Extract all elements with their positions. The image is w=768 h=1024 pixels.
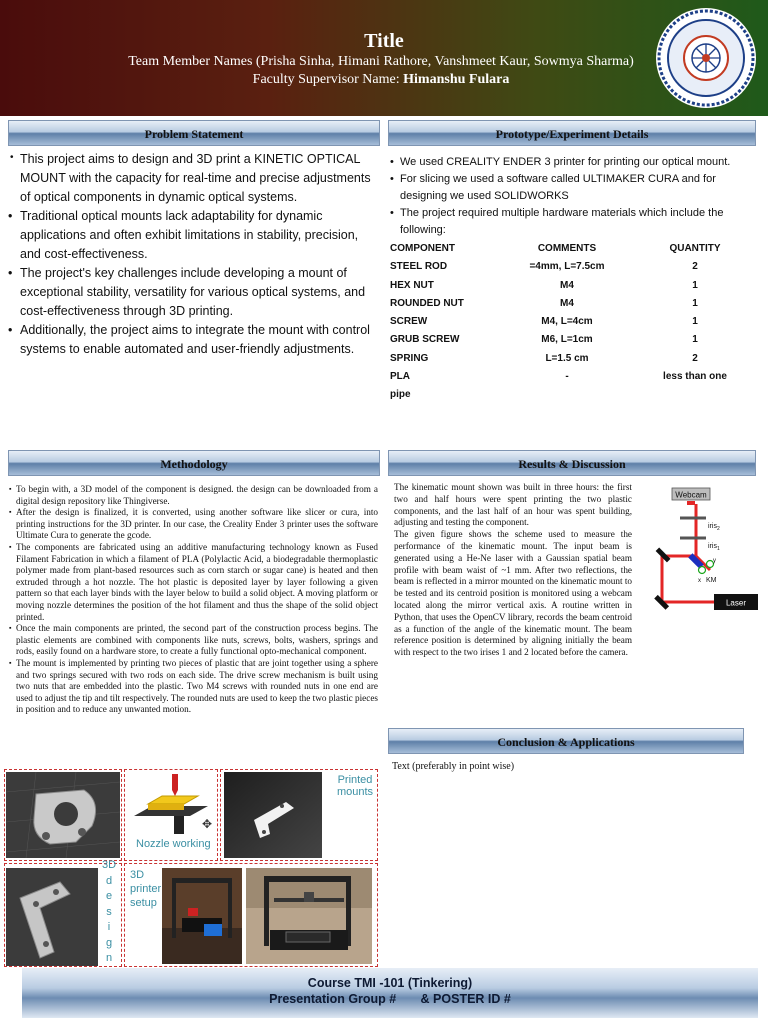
methodology-paragraph: ▪ To begin with, a 3D model of the component is designed. the design can be downloaded from a digital design repository like Thingiverse. xyxy=(10,484,378,507)
conclusion-text: Text (preferably in point wise) xyxy=(392,761,515,772)
institute-seal-logo xyxy=(654,6,758,110)
caption-line: 3D xyxy=(130,869,145,881)
problem-statement-heading: Problem Statement xyxy=(8,120,380,146)
list-item: • The project required multiple hardware materials which include the following: xyxy=(390,205,758,239)
group-poster-id: Presentation Group # & POSTER ID # xyxy=(269,992,511,1006)
table-cell: M6, L=1cm xyxy=(541,334,593,346)
methodology-paragraph: ▪ The mount is implemented by printing two pieces of plastic that are joint together using a sphere and two springs secured with two rods on each side. The drive screw mechanism is built using two nuts that are embedded into the plastic. Two M4 screws with rounded nuts in one end are used to adjust the tip and tilt respectively. The rounded nuts are used to keep the two plastic pieces in position and to reduce any unwanted motion. xyxy=(10,658,378,716)
table-cell: L=1.5 cm xyxy=(545,352,589,364)
list-item: • The project's key challenges include developing a mount of exceptional stability, versatility for various optical systems, and cost-effectiveness through 3D printing. xyxy=(8,264,380,321)
axis-x-label: x xyxy=(698,578,701,584)
list-item: • Traditional optical mounts lack adaptability for dynamic applications and often exhibit limitations in stability, precision, and cost-effectiveness. xyxy=(8,207,380,264)
table-row xyxy=(390,334,764,352)
table-cell: GRUB SCREW xyxy=(390,334,460,346)
caption-line: printer xyxy=(130,883,162,895)
table-cell: M4 xyxy=(560,279,574,291)
table-cell: =4mm, L=7.5cm xyxy=(529,261,605,273)
list-item: • Additionally, the project aims to integrate the mount with control systems to enable automated and user-friendly adjustments. xyxy=(8,321,380,359)
table-cell: less than one xyxy=(663,371,727,383)
table-row xyxy=(390,298,764,316)
printer-setup-caption xyxy=(130,868,161,910)
table-header-row xyxy=(390,243,764,261)
table-cell: pipe xyxy=(390,389,411,401)
svg-text:✥: ✥ xyxy=(202,817,213,831)
km-label: KM xyxy=(706,577,717,584)
printer-photo-1 xyxy=(162,868,242,964)
table-row xyxy=(390,316,764,334)
prototype-list xyxy=(390,154,758,239)
poster-footer xyxy=(22,968,758,1018)
column-header: COMPONENT xyxy=(390,243,455,254)
printed-mounts-photo xyxy=(224,772,322,858)
table-cell: M4 xyxy=(560,297,574,309)
table-cell: 2 xyxy=(692,261,698,273)
prototype-heading: Prototype/Experiment Details xyxy=(388,120,756,146)
faculty-supervisor xyxy=(0,72,762,88)
design-caption xyxy=(101,858,117,967)
problem-statement-list xyxy=(8,150,380,359)
team-members: Team Member Names (Prisha Sinha, Himani Rathore, Vanshmeet Kaur, Sowmya Sharma) xyxy=(128,54,634,69)
table-cell: PLA xyxy=(390,371,410,383)
methodology-paragraph: ▪ Once the main components are printed, the second part of the construction process begins. The plastic elements are combined with components like nuts, screws, bolts, washers, springs and rods, easily found on a hardware store, to create a fully functional opto-mechanical component. xyxy=(10,623,378,658)
results-paragraph: The given figure shows the scheme used to measure the performance of the kinematic mount. The input beam is generated using a He-Ne laser with a Gaussian spatial beam profile with beam waist of ~1 mm. After two reflections, the beam is reflected in a mirror mounted on the kinematic mount to be tested and its centroid position is monitored using a webcam located along the mirror vertical axis. A routine written in Python, that uses the OpenCV library, records the beam centroid as a function of the angle of the kinematic mount. The beam reference position is determined by aligning initially the beam with respect to the two irises 1 and 2 located before the camera. xyxy=(394,529,632,658)
caption-line: mounts xyxy=(336,786,374,798)
caption-letter: e xyxy=(105,890,113,902)
nozzle-diagram-image xyxy=(128,772,214,838)
table-cell: STEEL ROD xyxy=(390,261,448,273)
caption-letter: n xyxy=(105,952,113,964)
printed-mounts-caption xyxy=(336,774,374,798)
methodology-text xyxy=(10,484,378,716)
poster-title: Title xyxy=(364,30,404,52)
table-cell: 1 xyxy=(692,279,698,291)
results-text xyxy=(394,482,632,659)
table-cell: 1 xyxy=(692,334,698,346)
experiment-setup-diagram xyxy=(640,482,764,638)
table-cell: 1 xyxy=(692,297,698,309)
list-item: • For slicing we used a software called ULTIMAKER CURA and for designing we used SOLIDWORKS xyxy=(390,171,758,205)
components-table xyxy=(390,243,764,408)
table-row xyxy=(390,353,764,371)
column-header: COMMENTS xyxy=(537,243,597,254)
table-cell: M4, L=4cm xyxy=(541,316,593,328)
table-cell: ROUNDED NUT xyxy=(390,297,464,309)
laser-label: Laser xyxy=(725,598,747,608)
caption-letter: 3D xyxy=(101,859,117,871)
webcam-label: Webcam xyxy=(675,490,707,500)
table-row xyxy=(390,389,764,407)
faculty-name: Himanshu Fulara xyxy=(403,72,510,87)
table-cell: 1 xyxy=(692,316,698,328)
results-paragraph: The kinematic mount shown was built in three hours: the first two and half hours were spent printing the two plastic components, and the last half of an hour was spent building, adjusting and testing the component. xyxy=(394,482,632,528)
caption-letter: d xyxy=(105,874,113,887)
table-row xyxy=(390,371,764,389)
caption-line: setup xyxy=(130,897,157,909)
methodology-heading: Methodology xyxy=(8,450,380,476)
caption-letter: s xyxy=(106,905,112,918)
caption-line: Printed xyxy=(337,774,373,786)
cad-render-l-bracket xyxy=(6,868,98,966)
iris1-label: iris$_1$ xyxy=(708,543,720,552)
table-cell: SCREW xyxy=(390,316,428,328)
nozzle-caption: Nozzle working xyxy=(136,838,211,850)
table-cell: HEX NUT xyxy=(390,279,434,291)
axis-y-label: y xyxy=(713,558,716,564)
iris2-label: iris$_2$ xyxy=(708,523,720,532)
faculty-label: Faculty Supervisor Name: xyxy=(252,72,404,87)
list-item: • This project aims to design and 3D print a KINETIC OPTICAL MOUNT with the capacity for real-time and precise adjustments of optical components in dynamic optical systems. xyxy=(8,150,380,207)
list-item: • We used CREALITY ENDER 3 printer for printing our optical mount. xyxy=(390,154,758,171)
results-heading: Results & Discussion xyxy=(388,450,756,476)
column-header: QUANTITY xyxy=(669,243,721,254)
table-cell: 2 xyxy=(692,352,698,364)
table-row xyxy=(390,280,764,298)
printer-photo-2 xyxy=(246,868,372,964)
cad-render-mount-image xyxy=(6,772,120,858)
caption-letter: i xyxy=(107,921,111,933)
table-cell: SPRING xyxy=(390,352,429,364)
poster-header xyxy=(0,0,768,116)
conclusion-heading: Conclusion & Applications xyxy=(388,728,744,754)
course-name: Course TMI -101 (Tinkering) xyxy=(307,976,473,990)
table-row xyxy=(390,261,764,279)
methodology-paragraph: ▪ After the design is finalized, it is converted, using another software like slicer or cura, into printing instructions for the 3D printer. In our case, the Creality Ender 3 printer uses the software Ultimate Cura to generate the gcode. xyxy=(10,507,378,542)
caption-letter: g xyxy=(105,936,113,949)
table-cell: - xyxy=(565,371,569,383)
methodology-paragraph: ▪ The components are fabricated using an additive manufacturing technology known as Fused Filament Fabrication in which a filament of PLA (Polylactic Acid, a biodegradable thermoplastic polymer made from plant-based resources such as corn starch or sugar cane) is heated and then extruded through a hot nozzle. The hot plastic is deposited layer by layer following a given pattern so that each layer binds with the layer below to build a solid object. A moving platform or moving nozzle determines the position of the hot filament and thus the shape of the solid object printed. xyxy=(10,542,378,623)
